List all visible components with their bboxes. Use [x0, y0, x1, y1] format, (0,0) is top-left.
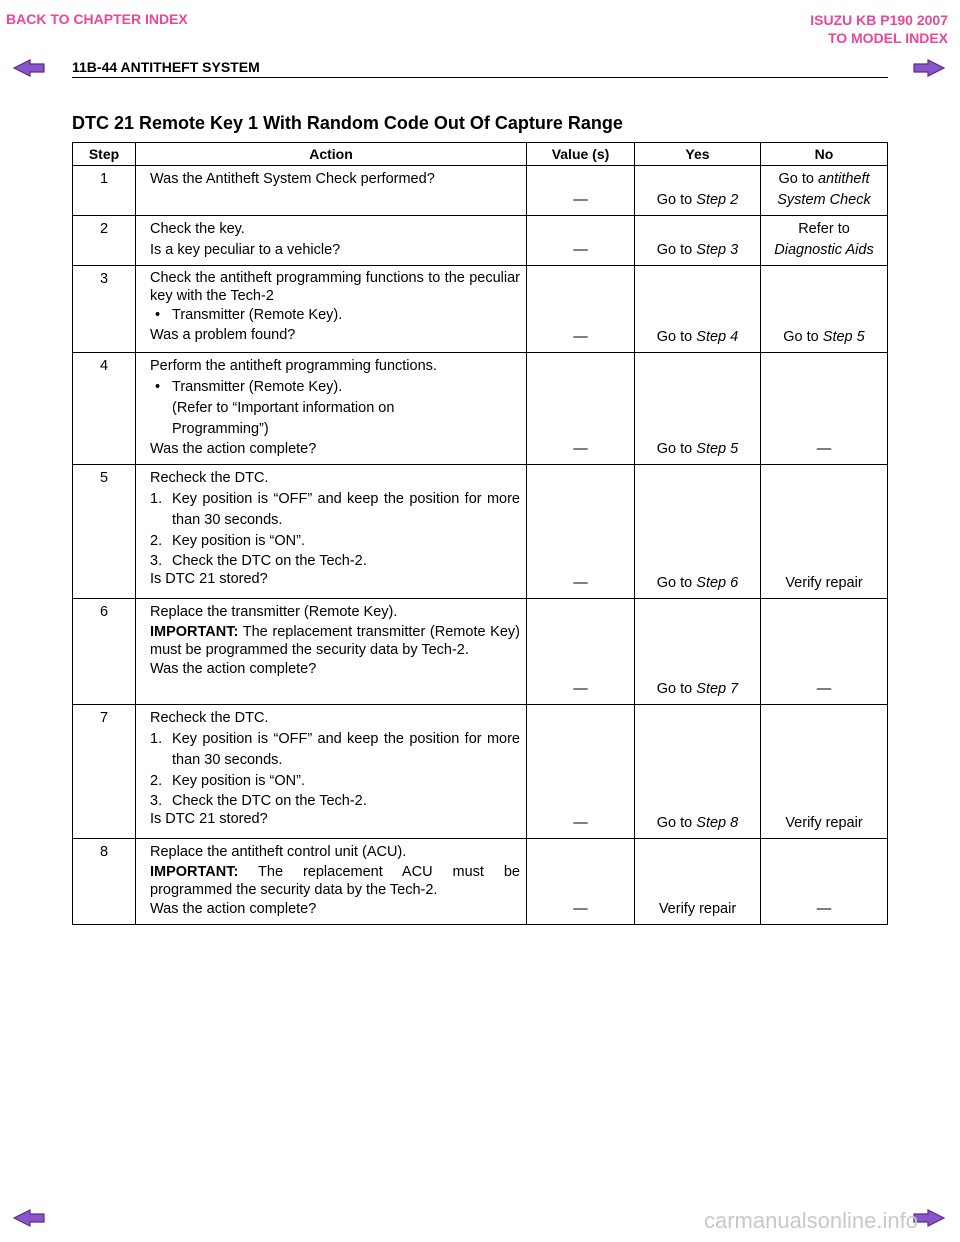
table-row	[73, 465, 888, 599]
step-value: —	[527, 465, 635, 599]
no-target-1: antitheft	[817, 171, 870, 187]
action-question: Is a key peculiar to a vehicle?	[150, 242, 341, 258]
step-number: 6	[73, 599, 136, 705]
step-no[interactable]	[761, 166, 888, 216]
back-to-chapter-index-link[interactable]: BACK TO CHAPTER INDEX	[6, 11, 188, 27]
previous-page-arrow-bottom-icon[interactable]	[12, 1208, 46, 1228]
watermark: carmanualsonline.info	[703, 1208, 918, 1233]
step-value: —	[527, 705, 635, 839]
model-index-block	[810, 11, 948, 48]
action-question: Is DTC 21 stored?	[150, 811, 268, 827]
header-no: No	[761, 143, 888, 166]
action-numbered-1: 1. Key position is “OFF” and keep the position for more than 30 seconds.	[150, 731, 520, 768]
yes-prefix: Go to	[656, 681, 697, 697]
action-numbered-3: 3. Check the DTC on the Tech-2.	[150, 793, 367, 809]
step-number: 7	[73, 705, 136, 839]
step-number: 8	[73, 839, 136, 925]
header-step: Step	[73, 143, 136, 166]
no-target-2: System Check	[777, 192, 871, 208]
yes-prefix: Go to	[656, 815, 697, 831]
yes-target: Step 3	[696, 242, 739, 258]
step-action	[136, 465, 527, 599]
action-important: IMPORTANT: The replacement ACU must be programmed the security data by the Tech-2.	[150, 864, 520, 898]
step-yes[interactable]	[635, 599, 761, 705]
action-question: Was the Antitheft System Check performed?	[150, 171, 435, 187]
header-value: Value (s)	[527, 143, 635, 166]
action-line: Perform the antitheft programming functions.	[150, 358, 437, 374]
action-line: Replace the transmitter (Remote Key).	[150, 604, 398, 620]
action-paragraph: Check the antitheft programming functions to the peculiar key with the Tech-2	[150, 270, 520, 304]
yes-target: Step 7	[696, 681, 739, 697]
table-row	[73, 166, 888, 216]
yes-prefix: Go to	[656, 192, 697, 208]
page-header-title: 11B-44 ANTITHEFT SYSTEM	[72, 59, 260, 75]
table-row	[73, 599, 888, 705]
action-numbered-1: 1. Key position is “OFF” and keep the position for more than 30 seconds.	[150, 491, 520, 528]
step-action	[136, 166, 527, 216]
diagnostic-table	[72, 142, 888, 925]
step-no: —	[761, 839, 888, 925]
step-value: —	[527, 353, 635, 465]
step-no: Verify repair	[761, 465, 888, 599]
no-prefix: Go to	[783, 329, 823, 345]
step-number: 5	[73, 465, 136, 599]
action-question: Was the action complete?	[150, 901, 317, 917]
yes-target: Step 8	[696, 815, 739, 831]
no-target: Diagnostic Aids	[774, 242, 874, 258]
table-row	[73, 705, 888, 839]
header-action: Action	[136, 143, 527, 166]
step-no[interactable]	[761, 266, 888, 353]
step-number: 2	[73, 216, 136, 266]
step-action	[136, 705, 527, 839]
step-value: —	[527, 599, 635, 705]
step-number: 4	[73, 353, 136, 465]
yes-prefix: Go to	[656, 329, 697, 345]
step-value: —	[527, 839, 635, 925]
table-row	[73, 216, 888, 266]
table-row	[73, 839, 888, 925]
no-prefix: Go to	[778, 171, 818, 187]
step-value: —	[527, 166, 635, 216]
action-question: Was the action complete?	[150, 441, 317, 457]
action-numbered-2: 2. Key position is “ON”.	[150, 533, 305, 549]
dtc-title: DTC 21 Remote Key 1 With Random Code Out Of Capture Range	[72, 113, 623, 133]
action-line: Recheck the DTC.	[150, 470, 269, 486]
header-divider	[72, 77, 888, 78]
action-question: Was the action complete?	[150, 661, 317, 677]
yes-target: Step 2	[696, 192, 739, 208]
action-line: Recheck the DTC.	[150, 710, 269, 726]
step-yes: Verify repair	[635, 839, 761, 925]
step-no: —	[761, 599, 888, 705]
no-text: Refer to	[798, 221, 850, 237]
step-yes[interactable]	[635, 353, 761, 465]
previous-page-arrow-icon[interactable]	[12, 58, 46, 78]
action-bullet: • Transmitter (Remote Key).	[150, 305, 520, 326]
step-number: 1	[73, 166, 136, 216]
step-action	[136, 599, 527, 705]
no-target: Step 5	[822, 329, 865, 345]
table-row	[73, 266, 888, 353]
action-line: Replace the antitheft control unit (ACU).	[150, 844, 407, 860]
action-note-2: Programming”)	[172, 421, 269, 437]
action-important: IMPORTANT: The replacement transmitter (Remote Key) must be programmed the security data by Tech-2.	[150, 624, 520, 658]
action-numbered-3: 3. Check the DTC on the Tech-2.	[150, 553, 367, 569]
to-model-index-link[interactable]: TO MODEL INDEX	[827, 30, 948, 46]
step-yes[interactable]	[635, 166, 761, 216]
action-question: Is DTC 21 stored?	[150, 571, 268, 587]
step-yes[interactable]	[635, 705, 761, 839]
step-action	[136, 216, 527, 266]
action-question: Was a problem found?	[150, 327, 296, 343]
yes-target: Step 4	[696, 329, 739, 345]
step-yes[interactable]	[635, 216, 761, 266]
step-value: —	[527, 216, 635, 266]
step-number: 3	[73, 266, 136, 353]
action-numbered-2: 2. Key position is “ON”.	[150, 773, 305, 789]
step-value: —	[527, 266, 635, 353]
yes-target: Step 6	[696, 575, 739, 591]
model-title: ISUZU KB P190 2007	[810, 12, 948, 28]
action-note-1: (Refer to “Important information on	[172, 400, 395, 416]
yes-prefix: Go to	[656, 575, 697, 591]
table-header-row	[73, 143, 888, 166]
yes-target: Step 5	[696, 441, 739, 457]
step-yes[interactable]	[635, 266, 761, 353]
step-yes[interactable]	[635, 465, 761, 599]
action-line: Check the key.	[150, 221, 245, 237]
next-page-arrow-icon[interactable]	[912, 58, 946, 78]
step-no: Verify repair	[761, 705, 888, 839]
yes-prefix: Go to	[656, 441, 697, 457]
step-no[interactable]	[761, 216, 888, 266]
yes-prefix: Go to	[656, 242, 697, 258]
header-yes: Yes	[635, 143, 761, 166]
step-no: —	[761, 353, 888, 465]
step-action	[136, 266, 527, 353]
table-row	[73, 353, 888, 465]
step-action	[136, 839, 527, 925]
action-bullet: • Transmitter (Remote Key).	[150, 377, 520, 398]
step-action	[136, 353, 527, 465]
